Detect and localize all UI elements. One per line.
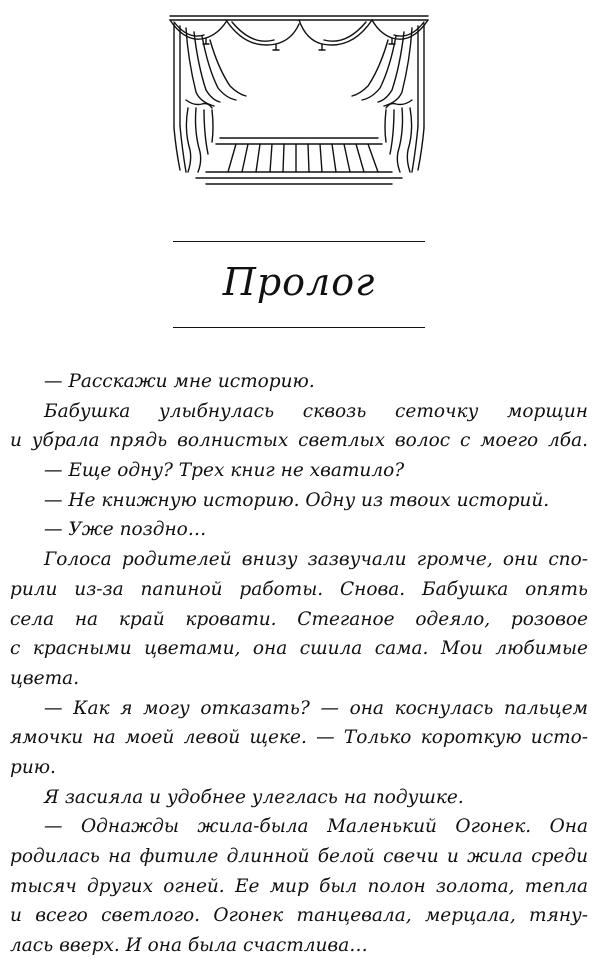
text-line: родилась на фитиле длинной белой свечи и жила среди [10,846,588,867]
text-line: цвета. [10,667,80,689]
text-line: — Расскажи мне историю. [44,371,315,392]
chapter-title: Пролог [222,260,376,304]
text-line: ямочки на моей левой щеке. — Только короткую исто- [10,727,588,749]
text-line: Голоса родителей внизу зазвучали громче, они спо- [44,549,588,571]
text-line: — Не книжную историю. Одну из твоих историй. [44,489,550,511]
text-line: Я засияла и удобнее улеглась на подушке. [44,786,464,808]
text-line: — Еще одну? Трех книг не хватило? [44,460,405,482]
text-line: и убрала прядь волнистых светлых волос с моего лба. [10,430,588,452]
prologue-text [10,367,588,961]
text-line: рию. [10,756,56,778]
text-line: рили из-за папиной работы. Снова. Бабушка опять [10,578,588,600]
text-line: Бабушка улыбнулась сквозь сеточку морщин [44,400,588,422]
text-line: лась вверх. И она была счастлива… [10,935,368,957]
title-rule-bottom [173,327,425,328]
theater-stage-icon [166,10,432,186]
text-line: — Однажды жила-была Маленький Огонек. Она [44,816,588,838]
title-rule-top [173,241,425,242]
text-line: села на край кровати. Стеганое одеяло, розовое [10,608,588,630]
text-line: — Уже поздно… [44,519,207,541]
text-line: — Как я могу отказать? — она коснулась пальцем [44,697,588,719]
text-line: тысяч других огней. Ее мир был полон золота, тепла [10,875,588,897]
text-line: с красными цветами, она сшила сама. Мои любимые [10,638,588,660]
text-line: и всего светлого. Огонек танцевала, мерцала, тяну- [10,905,588,927]
